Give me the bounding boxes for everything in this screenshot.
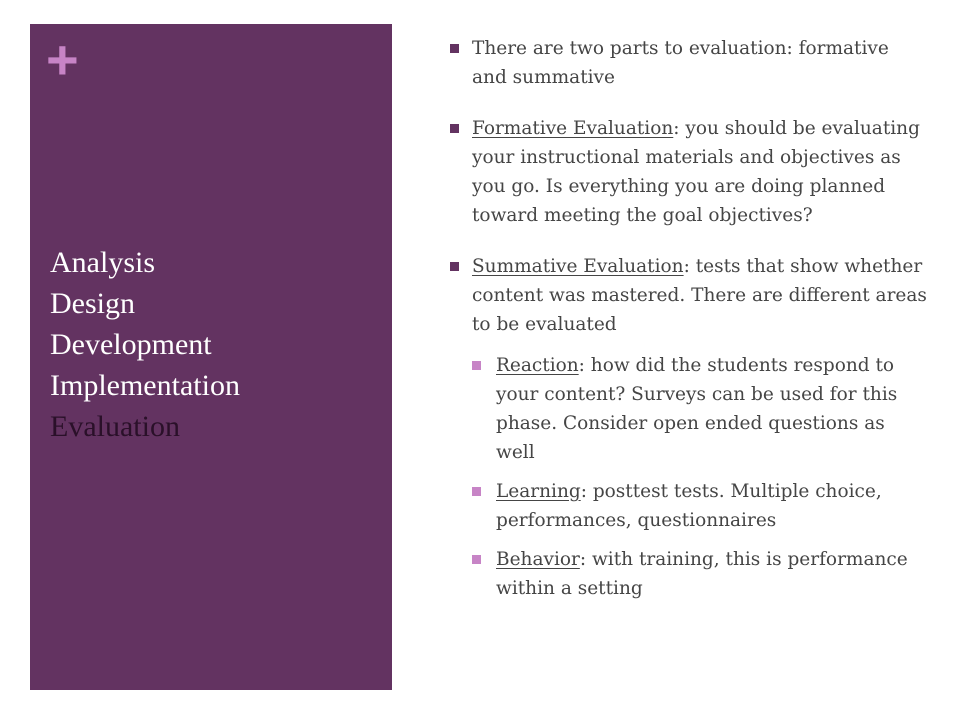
bullet-summative-evaluation [448,252,928,603]
plus-icon: + [46,28,79,91]
square-bullet-icon [472,361,481,370]
square-bullet-icon [450,124,459,133]
sub-bullet-text: : how did the students respond to your content? Surveys can be used for this phase. Consider open ended questions as well [496,355,898,463]
sub-bullet-reaction [472,351,928,467]
bullet-text: : you should be evaluating your instructional materials and objectives as you go. Is everything you are doing planned toward meeting the goal objectives? [472,118,920,226]
phase-implementation: Implementation [50,369,240,402]
bullet-formative-evaluation [448,114,928,230]
sub-bullet-term: Reaction [496,355,579,376]
bullet-text: There are two parts to evaluation: formative and summative [472,38,889,88]
square-bullet-icon [472,487,481,496]
sub-bullet-text: : posttest tests. Multiple choice, performances, questionnaires [496,481,882,531]
phase-design: Design [50,287,135,320]
sub-bullet-behavior [472,545,928,603]
square-bullet-icon [472,555,481,564]
sub-bullet-term: Behavior [496,549,580,570]
phase-analysis: Analysis [50,246,155,279]
bullet-term: Summative Evaluation [472,256,684,277]
bullet-evaluation-parts [448,34,928,92]
phase-list [50,242,240,447]
bullet-text: : tests that show whether content was mastered. There are different areas to be evaluated [472,256,927,335]
phase-development: Development [50,328,212,361]
sub-bullet-text: : with training, this is performance within a setting [496,549,908,599]
phase-evaluation-current: Evaluation [50,410,180,443]
square-bullet-icon [450,262,459,271]
bullet-term: Formative Evaluation [472,118,674,139]
sub-bullet-term: Learning [496,481,581,502]
square-bullet-icon [450,44,459,53]
sub-bullet-list [472,351,928,603]
content-area [448,34,928,625]
sub-bullet-learning [472,477,928,535]
